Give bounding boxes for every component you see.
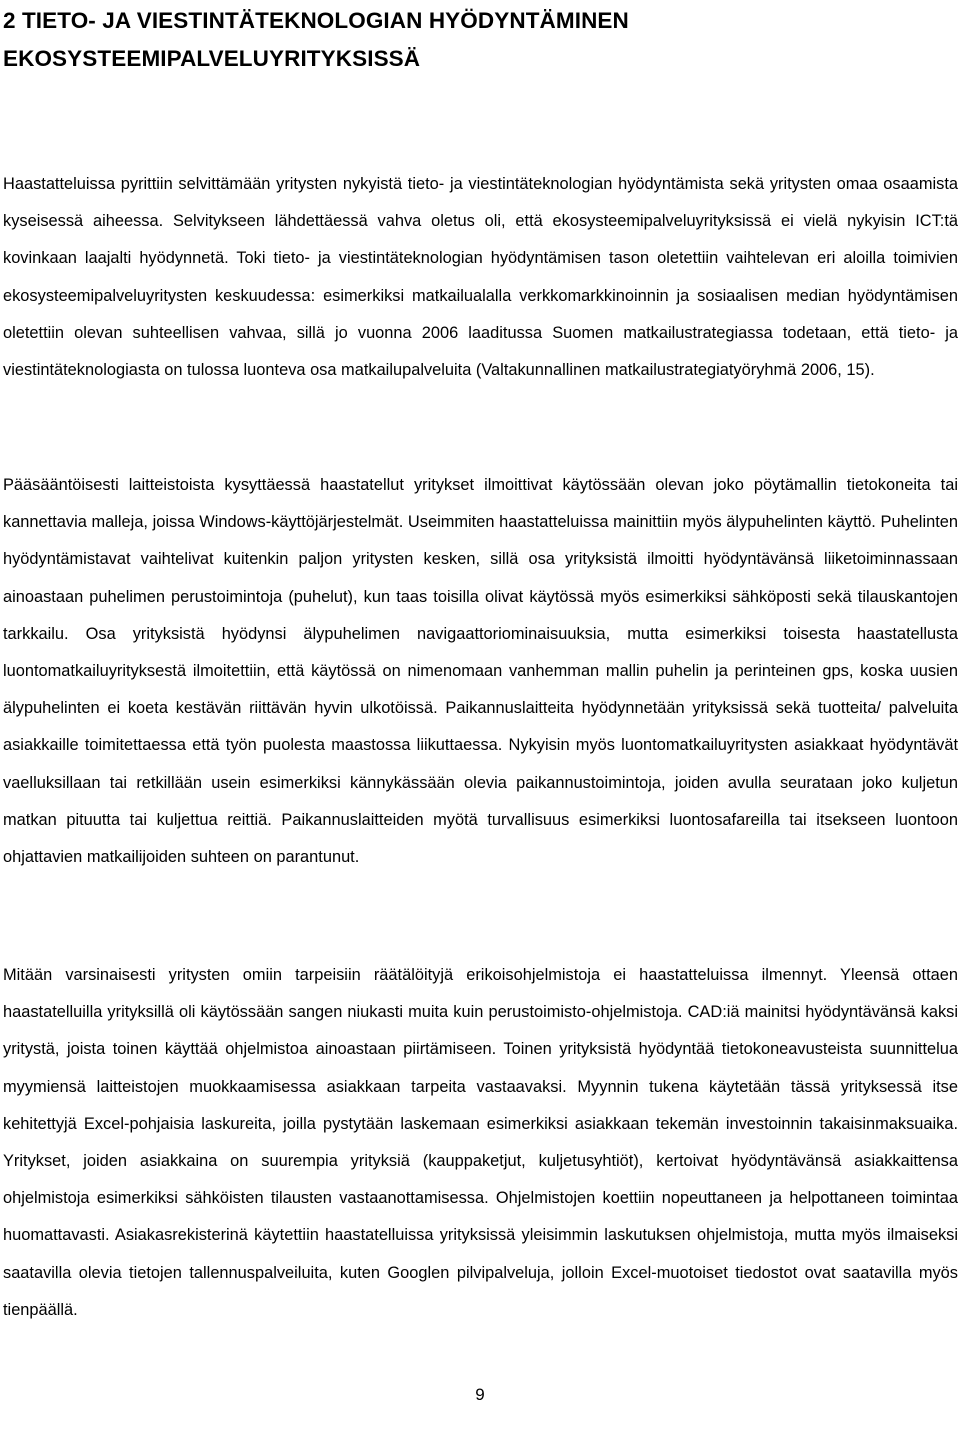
chapter-heading-line-1: 2 TIETO- JA VIESTINTÄTEKNOLOGIAN HYÖDYNTÄMINEN: [3, 8, 629, 33]
body-paragraph-1: Haastatteluissa pyrittiin selvittämään yritysten nykyistä tieto- ja viestintäteknologian hyödyntämista sekä yritysten omaa osaamista kyseisessä aiheessa. Selvitykseen lähdettäessä vahva oletus oli, että ekosysteemipalveluyrityksissä ei vielä nykyisin ICT:tä kovinkaan laajalti hyödynnetä. Toki tieto- ja viestintäteknologian hyödyntämisen tason oletettiin vaihtelevan eri aloilla toimivien ekosysteemipalveluyritysten keskuudessa: esimerkiksi matkailualalla verkkomarkkinoinnin ja sosiaalisen median hyödyntämisen oletettiin olevan suhteellisen vahvaa, sillä jo vuonna 2006 laaditussa Suomen matkailustrategiassa todetaan, että tieto- ja viestintäteknologiasta on tulossa luonteva osa matkailupalveluita (Valtakunnallinen matkailustrategiatyöryhmä 2006, 15).: [3, 175, 958, 380]
body-paragraph-2: Pääsääntöisesti laitteistoista kysyttäessä haastatellut yritykset ilmoittivat käytössään olevan joko pöytämallin tietokoneita tai kannettavia malleja, joissa Windows-käyttöjärjestelmät. Useimmiten haastatteluissa mainittiin myös älypuhelinten käyttö. Puhelinten hyödyntämistavat vaihtelivat kuitenkin paljon yritysten kesken, sillä osa yrityksistä ilmoitti hyödyntävänsä liiketoiminnassaan ainoastaan puhelimen perustoimintoja (puhelut), kun taas toisilla olivat käytössä myös esimerkiksi sähköposti sekä tilauskantojen tarkkailu. Osa yrityksistä hyödynsi älypuhelimen navigaattoriominaisuuksia, mutta esimerkiksi toisesta haastatellusta luontomatkailuyrityksestä ilmoitettiin, että käytössä on nimenomaan vanhemman mallin puhelin ja perinteinen gps, koska uusien älypuhelinten ei koeta kestävän riittävän hyvin ulkotöissä. Paikannuslaitteita hyödynnetään yrityksissä sekä tuotteita/ palveluita asiakkaille toimitettaessa että työn puolesta maastossa liikuttaessa. Nykyisin myös luontomatkailuyritysten asiakkaat hyödyntävät vaelluksillaan tai retkillään usein esimerkiksi kännykässään olevia paikannustoimintoja, joiden avulla seurataan joko kuljetun matkan pituutta tai kuljettua reittiä. Paikannuslaitteiden myötä turvallisuus esimerkiksi luontosafareilla tai itsekseen luontoon ohjattavien matkailijoiden suhteen on parantunut.: [3, 476, 958, 867]
chapter-heading: [3, 2, 943, 78]
page-number: 9: [475, 1385, 485, 1404]
chapter-heading-line-2: EKOSYSTEEMIPALVELUYRITYKSISSÄ: [3, 46, 421, 71]
body-paragraph-3: Mitään varsinaisesti yritysten omiin tarpeisiin räätälöityjä erikoisohjelmistoja ei haastatteluissa ilmennyt. Yleensä ottaen haastatelluilla yrityksillä oli käytössään sangen niukasti muita kuin perustoimisto-ohjelmistoja. CAD:iä mainitsi hyödyntävänsä kaksi yritystä, joista toinen käyttää ohjelmistoa ainoastaan piirtämiseen. Toinen yrityksistä hyödyntää tietokoneavusteista suunnittelua myymiensä laitteistojen muokkaamisessa asiakkaan tarpeita vastaavaksi. Myynnin tukena käytetään tässä yrityksessä itse kehitettyjä Excel-pohjaisia laskureita, joilla pystytään laskemaan esimerkiksi asiakkaan tekemän investoinnin takaisinmaksuaika. Yritykset, joiden asiakkaina on suurempia yrityksiä (kauppaketjut, kuljetusyhtiöt), kertoivat hyödyntävänsä asiakkaittensa ohjelmistoja esimerkiksi sähköisten tilausten vastaanottamisessa. Ohjelmistojen koettiin nopeuttaneen ja helpottaneen toimintaa huomattavasti. Asiakasrekisterinä käytettiin haastatelluissa yrityksissä yleisimmin laskutuksen ohjelmistoja, mutta myös ilmaiseksi saatavilla olevia tietojen tallennuspalveiluita, kuten Googlen pilvipalveluja, jolloin Excel-muotoiset tiedostot ovat saatavilla myös tienpäällä.: [3, 966, 958, 1319]
